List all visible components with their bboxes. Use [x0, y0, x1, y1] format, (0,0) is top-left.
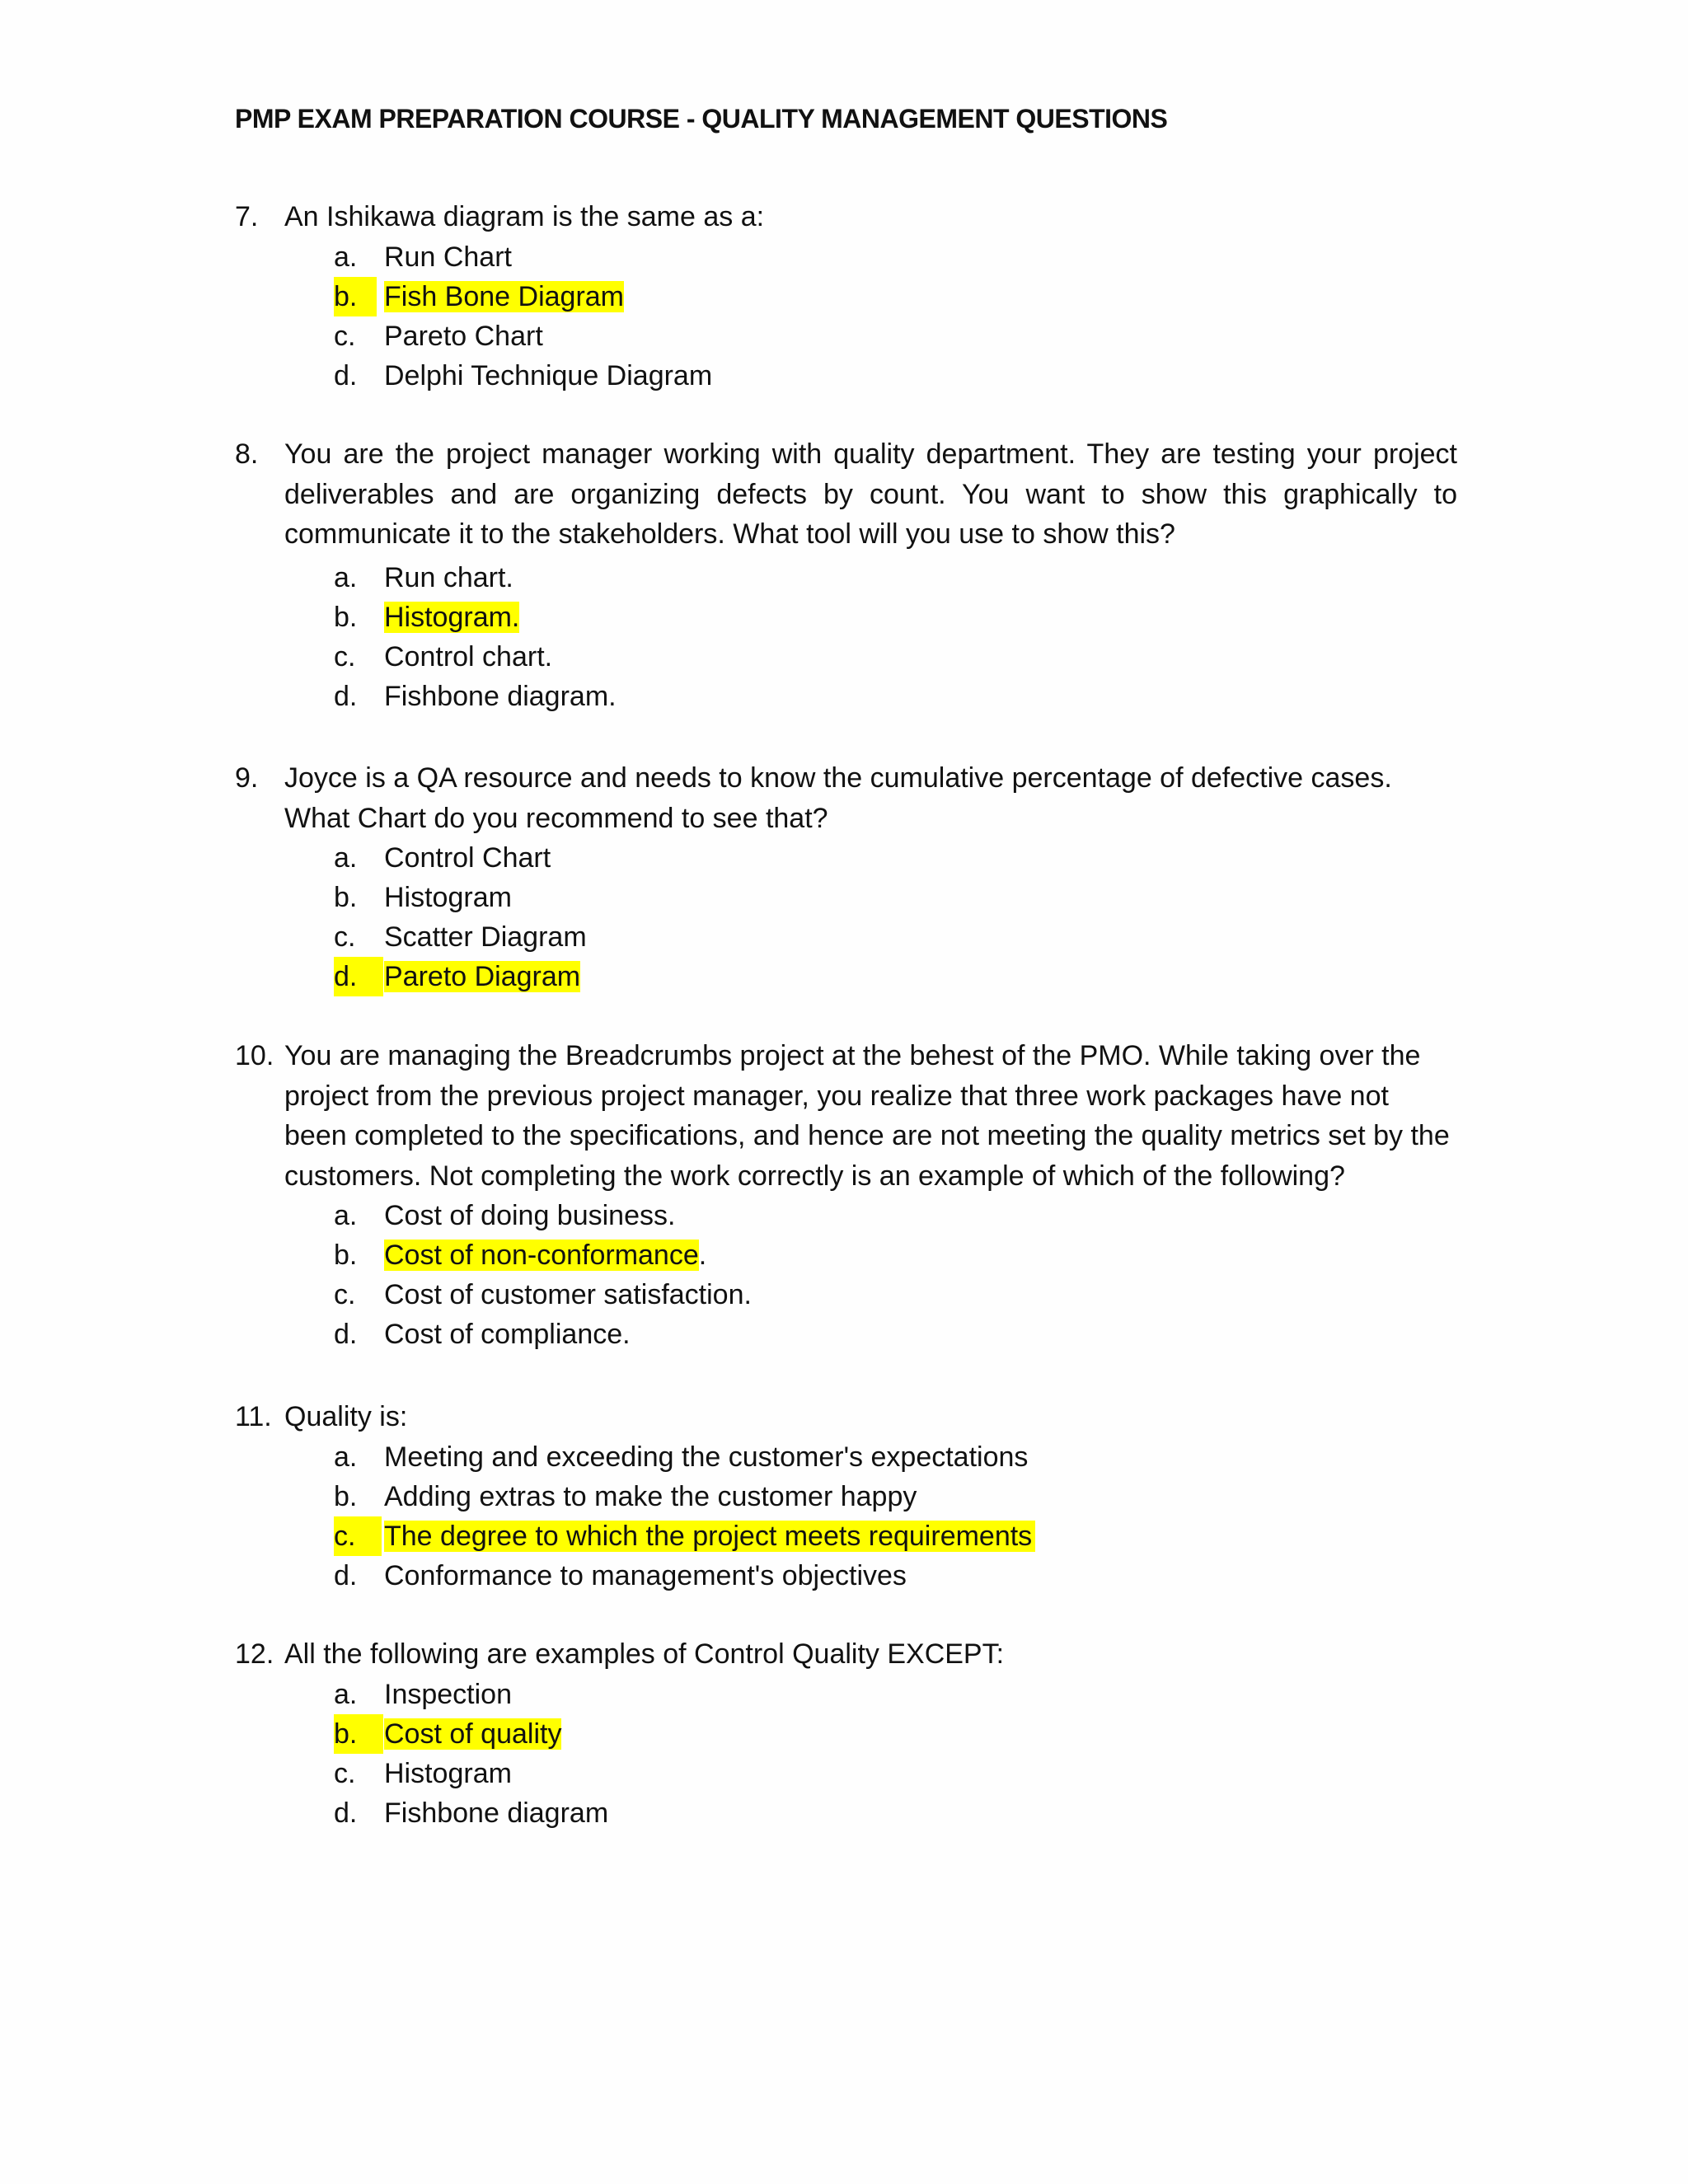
option-text: Run chart. — [384, 561, 513, 593]
option-letter: b. — [334, 882, 358, 913]
answer-option-b-correct — [235, 598, 1457, 637]
answer-option-a — [235, 1437, 1457, 1477]
answer-options — [235, 1675, 1457, 1833]
option-letter: a. — [334, 1441, 358, 1473]
answer-option-a — [235, 1675, 1457, 1714]
answer-option-a — [235, 838, 1457, 878]
answer-option-b — [235, 1477, 1457, 1516]
option-text: Cost of doing business. — [384, 1200, 676, 1231]
option-text: Control chart. — [384, 640, 553, 673]
question-text: You are the project manager working with quality department. They are testing your project deliverables and are organizing defects by count. You want to show this graphically to communicate it to the stakeholders. What tool will you use to show this? — [284, 438, 1457, 550]
question-11 — [235, 1397, 1457, 1596]
answer-option-d-correct — [235, 957, 1457, 996]
answer-options — [235, 838, 1457, 996]
answer-option-a — [235, 1196, 1457, 1235]
answer-option-a — [235, 558, 1457, 598]
question-number: 9. — [235, 762, 259, 794]
option-text-highlighted: Pareto Diagram — [384, 961, 581, 992]
question-stem — [235, 197, 1457, 237]
answer-option-c — [235, 1754, 1457, 1793]
question-number: 7. — [235, 201, 259, 232]
question-number: 12. — [235, 1638, 274, 1670]
option-text: Histogram — [384, 882, 512, 913]
option-letter: c. — [334, 320, 356, 352]
answer-options — [235, 558, 1457, 716]
question-text: An Ishikawa diagram is the same as a: — [284, 201, 765, 232]
option-text-highlighted: Cost of non-conformance — [384, 1240, 699, 1271]
answer-option-c — [235, 316, 1457, 356]
question-number: 11. — [235, 1401, 272, 1432]
option-text: Conformance to management's objectives — [384, 1559, 907, 1591]
option-letter: d. — [334, 359, 358, 391]
question-stem — [235, 758, 1457, 838]
question-stem — [235, 1634, 1457, 1675]
option-text-highlighted: The degree to which the project meets requirements — [384, 1521, 1035, 1552]
option-letter: d. — [334, 1559, 358, 1591]
option-letter: b. — [334, 277, 377, 316]
option-letter: c. — [334, 1516, 382, 1556]
question-7 — [235, 197, 1457, 396]
option-text: Adding extras to make the customer happy — [384, 1480, 917, 1512]
option-text: Delphi Technique Diagram — [384, 359, 713, 391]
option-text: Run Chart — [384, 241, 512, 273]
question-number: 8. — [235, 438, 259, 470]
option-letter: d. — [334, 1797, 358, 1829]
option-letter: b. — [334, 1714, 383, 1754]
option-letter: a. — [334, 1678, 358, 1710]
option-letter: c. — [334, 921, 356, 953]
option-text: Inspection — [384, 1678, 512, 1710]
option-letter: c. — [334, 640, 356, 673]
option-letter: a. — [334, 1200, 358, 1231]
answer-options — [235, 1437, 1457, 1596]
question-text: You are managing the Breadcrumbs project at the behest of the PMO. While taking over the project from the previous project manager, you realize that three work packages have not been completed to the specifications, and hence are not meeting the quality metrics set by the customers. Not completing the work correctly is an example of which of the following? — [284, 1040, 1450, 1192]
question-text: Quality is: — [284, 1401, 408, 1432]
option-letter: d. — [334, 957, 383, 996]
answer-option-d — [235, 1315, 1457, 1354]
question-text: All the following are examples of Control Quality EXCEPT: — [284, 1638, 1005, 1670]
option-text: Histogram — [384, 1757, 512, 1789]
answer-option-b-correct — [235, 1235, 1457, 1275]
option-letter: b. — [334, 1240, 358, 1271]
option-letter: d. — [334, 1319, 358, 1350]
question-stem — [235, 434, 1457, 555]
option-letter: c. — [334, 1757, 356, 1789]
answer-option-d — [235, 356, 1457, 396]
option-text: Fishbone diagram — [384, 1797, 609, 1829]
option-letter: b. — [334, 1480, 358, 1512]
question-12 — [235, 1634, 1457, 1833]
answer-option-d — [235, 1793, 1457, 1833]
option-text: Control Chart — [384, 842, 551, 874]
answer-option-c-correct — [235, 1516, 1457, 1556]
answer-option-b-correct — [235, 277, 1457, 316]
answer-option-a — [235, 237, 1457, 277]
option-text: Cost of compliance. — [384, 1319, 631, 1350]
answer-options — [235, 237, 1457, 396]
question-stem — [235, 1397, 1457, 1437]
option-letter: d. — [334, 680, 358, 712]
option-letter: a. — [334, 842, 358, 874]
answer-option-c — [235, 1275, 1457, 1315]
question-number: 10. — [235, 1040, 274, 1071]
question-8 — [235, 434, 1457, 716]
question-9 — [235, 758, 1457, 996]
option-letter: a. — [334, 561, 358, 593]
answer-option-d — [235, 677, 1457, 716]
option-text-highlighted: Histogram. — [384, 601, 520, 633]
option-text-highlighted: Fish Bone Diagram — [384, 280, 625, 312]
answer-options — [235, 1196, 1457, 1354]
option-letter: c. — [334, 1279, 356, 1310]
option-text: Meeting and exceeding the customer's expectations — [384, 1441, 1029, 1473]
answer-option-d — [235, 1556, 1457, 1596]
option-text: Cost of customer satisfaction. — [384, 1279, 752, 1310]
answer-option-b-correct — [235, 1714, 1457, 1754]
option-text: Scatter Diagram — [384, 921, 587, 953]
question-10 — [235, 1036, 1457, 1354]
document-title: PMP EXAM PREPARATION COURSE - QUALITY MANAGEMENT QUESTIONS — [235, 104, 1168, 134]
option-text: Pareto Chart — [384, 320, 543, 352]
question-text: Joyce is a QA resource and needs to know the cumulative percentage of defective cases. What Chart do you recommend to see that? — [284, 762, 1392, 834]
answer-option-b — [235, 878, 1457, 917]
option-letter: a. — [334, 241, 358, 273]
answer-option-c — [235, 917, 1457, 957]
answer-option-c — [235, 637, 1457, 677]
option-trailing-period: . — [698, 1240, 707, 1271]
option-text: Fishbone diagram. — [384, 680, 617, 712]
option-text-highlighted: Cost of quality — [384, 1718, 562, 1750]
question-stem — [235, 1036, 1457, 1196]
option-letter: b. — [334, 601, 358, 633]
